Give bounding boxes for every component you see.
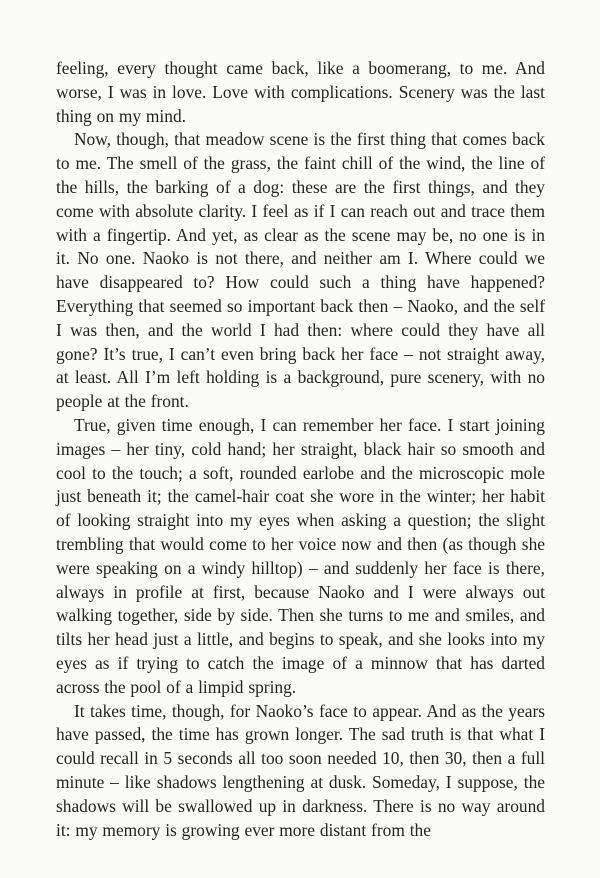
- paragraph-meadow-scene: Now, though, that meadow scene is the first thing that comes back to me. The smell of the grass, the faint chill of the wind, the line of the hills, the barking of a dog: these are the first things, and they come with absolute clarity. I feel as if I can reach out and trace them with a fingertip. And yet, as clear as the scene may be, no one is in it. No one. Naoko is not there, and neither am I. Where could we have disappeared to? How could such a thing have happened? Everything that seemed so important back then – Naoko, and the self I was then, and the world I had then: where could they have all gone? It’s true, I can’t even bring back her face – not straight away, at least. All I’m left holding is a background, pure scenery, with no people at the front.: [56, 129, 545, 412]
- paragraph-takes-time: It takes time, though, for Naoko’s face to appear. And as the years have passed, the time has grown longer. The sad truth is that what I could recall in 5 seconds all too soon needed 10, then 30, then a full minute – like shadows lengthening at dusk. Someday, I suppose, the shadows will be swallowed up in darkness. There is no way around it: my memory is growing ever more distant from the: [56, 700, 545, 840]
- paragraph-continuation: feeling, every thought came back, like a boomerang, to me. And worse, I was in love. Love with complications. Scenery was the last thing on my mind.: [56, 58, 545, 126]
- paragraph-remember-face: True, given time enough, I can remember her face. I start joining images – her tiny, cold hand; her straight, black hair so smooth and cool to the touch; a soft, rounded earlobe and the microscopic mole just beneath it; the camel-hair coat she wore in the winter; her habit of looking straight into my eyes when asking a question; the slight trembling that would come to her voice now and then (as though she were speaking on a windy hilltop) – and suddenly her face is there, always in profile at first, because Naoko and I were always out walking together, side by side. Then she turns to me and smiles, and tilts her head just a little, and begins to speak, and she looks into my eyes as if trying to catch the image of a minnow that has darted across the pool of a limpid spring.: [56, 414, 545, 697]
- text-column: [56, 57, 545, 842]
